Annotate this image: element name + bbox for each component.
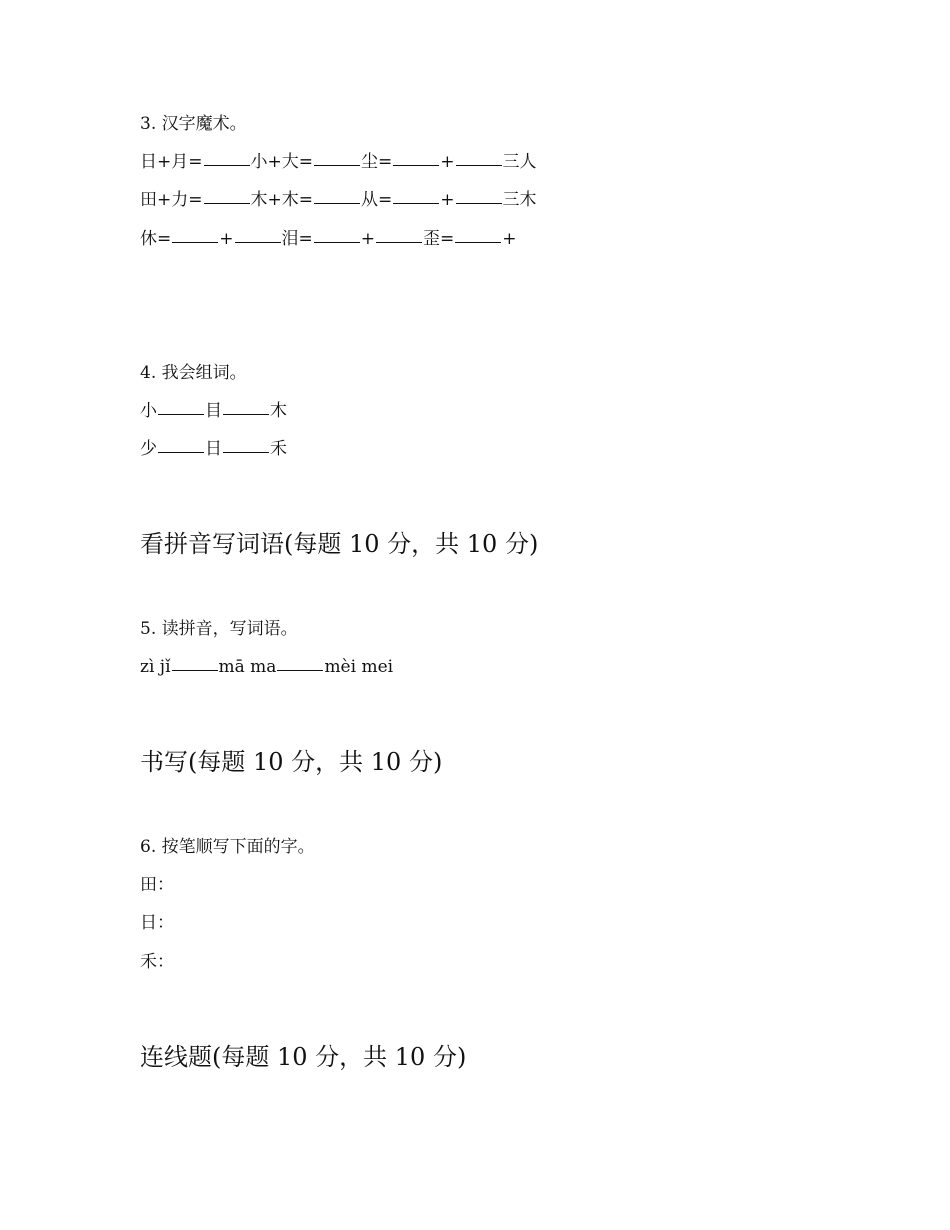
section-title-writing: 书写(每题 10 分，共 10 分) [140,748,443,776]
q3-row3-text-2: + [219,229,234,249]
answer-blank[interactable] [277,669,323,671]
answer-blank[interactable] [158,451,204,453]
q3-row2-text-5: 三木 [502,190,537,210]
q3-row3-text-6: + [502,229,517,249]
answer-blank[interactable] [314,164,360,166]
q4-row1-char-3: 木 [270,401,287,421]
q3-row1-text-3: 尘= [361,152,393,172]
question-5-row-1 [140,656,393,678]
question-3-title: 3. 汉字魔术。 [140,114,247,134]
q5-pinyin-1: zì jǐ [140,657,171,677]
answer-blank[interactable] [235,241,281,243]
question-4-row-2 [140,438,287,460]
q4-row2-char-3: 禾 [270,439,287,459]
q3-row2-text-2: 木+木= [250,190,313,210]
answer-blank[interactable] [223,413,269,415]
q3-row3-text-3: 泪= [281,229,313,249]
question-4-row-1 [140,400,287,422]
answer-blank[interactable] [158,413,204,415]
question-3-row-3 [140,228,517,250]
q3-row3-text-1: 休= [140,229,172,249]
answer-blank[interactable] [223,451,269,453]
answer-blank[interactable] [172,241,218,243]
question-6-title: 6. 按笔顺写下面的字。 [140,837,315,857]
question-6-item-1: 田： [140,875,174,895]
answer-blank[interactable] [204,164,250,166]
q3-row2-text-3: 从= [361,190,393,210]
section-title-matching: 连线题(每题 10 分，共 10 分) [140,1043,467,1071]
q4-row1-char-2: 目 [205,401,222,421]
q5-pinyin-3: mèi mei [324,657,394,677]
question-3-row-1 [140,151,537,173]
q4-row2-char-1: 少 [140,439,157,459]
answer-blank[interactable] [393,164,439,166]
q3-row1-text-5: 三人 [502,152,537,172]
question-5-title: 5. 读拼音，写词语。 [140,619,298,639]
answer-blank[interactable] [172,669,218,671]
answer-blank[interactable] [456,202,502,204]
q3-row3-text-4: + [360,229,375,249]
answer-blank[interactable] [204,202,250,204]
q3-row1-text-2: 小+大= [250,152,313,172]
q3-row1-text-1: 日+月= [140,152,203,172]
q3-row2-text-1: 田+力= [140,190,203,210]
answer-blank[interactable] [456,164,502,166]
answer-blank[interactable] [314,241,360,243]
answer-blank[interactable] [393,202,439,204]
q5-pinyin-2: mā ma [218,657,277,677]
q4-row1-char-1: 小 [140,401,157,421]
q3-row2-text-4: + [440,190,455,210]
question-6-item-3: 禾： [140,952,174,972]
section-title-pinyin: 看拼音写词语(每题 10 分，共 10 分) [140,530,539,558]
answer-blank[interactable] [376,241,422,243]
answer-blank[interactable] [455,241,501,243]
answer-blank[interactable] [314,202,360,204]
q3-row1-text-4: + [440,152,455,172]
question-6-item-2: 日： [140,913,174,933]
question-3-row-2 [140,189,537,211]
question-4-title: 4. 我会组词。 [140,363,247,383]
q4-row2-char-2: 日 [205,439,222,459]
q3-row3-text-5: 歪= [423,229,455,249]
